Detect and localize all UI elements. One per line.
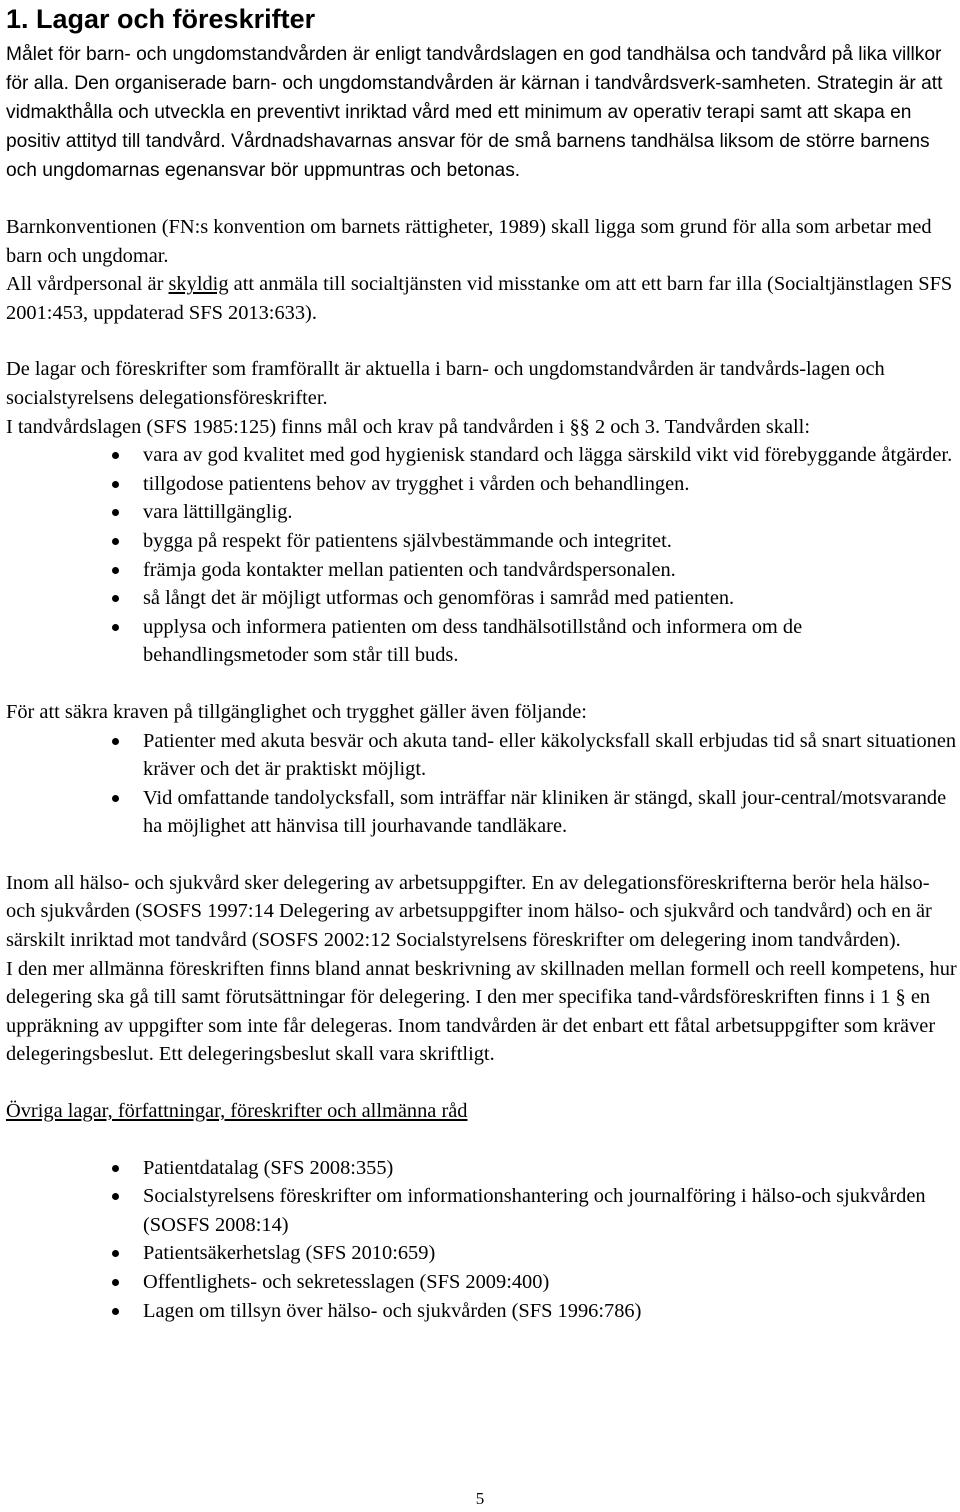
list-item <box>6 498 958 527</box>
list-item-text: Socialstyrelsens föreskrifter om informationshantering och journalföring i hälso-och sjukvården (SOSFS 2008:14) <box>143 1185 926 1236</box>
spacer <box>6 1126 958 1154</box>
list-item <box>6 613 958 670</box>
access-intro-paragraph: För att säkra kraven på tillgänglighet och trygghet gäller även följande: <box>6 700 587 723</box>
list-item-text: Vid omfattande tandolycksfall, som inträffar när kliniken är stängd, skall jour-central/motsvarande ha möjlighet att hänvisa till jourhavande tandläkare. <box>143 786 947 838</box>
bullet-icon <box>112 1193 119 1200</box>
reporting-duty-paragraph <box>6 270 958 327</box>
bullet-icon <box>112 595 119 602</box>
spacer <box>6 327 958 355</box>
page-number: 5 <box>475 1489 485 1508</box>
reporting-text-before: All vårdpersonal är <box>6 273 169 296</box>
reporting-text-after: att anmäla till socialtjänsten vid misstanke om att ett barn far illa (Socialtjänstlagen SFS 2001:453, uppdaterad SFS 2013:633). <box>6 273 953 324</box>
bullet-icon <box>112 481 119 488</box>
spacer <box>6 185 958 213</box>
bullet-icon <box>112 538 119 545</box>
list-item <box>6 556 958 585</box>
list-item-text: upplysa och informera patienten om dess tandhälsotillstånd och informera om de behandlingsmetoder som står till buds. <box>143 615 803 667</box>
delegation-paragraph-2: I den mer allmänna föreskriften finns bland annat beskrivning av skillnaden mellan formell och reell kompetens, hur delegering ska gå till samt förutsättningar för delegering. I den mer specifika tand-vårdsföreskriften finns i 1 § en uppräkning av uppgifter som inte får delegeras. Inom tandvården är det enbart ett fåtal arbetsuppgifter som kräver delegeringsbeslut. Ett delegeringsbeslut skall vara skriftligt. <box>6 957 957 1066</box>
barnkonventionen-paragraph: Barnkonventionen (FN:s konvention om barnets rättigheter, 1989) skall ligga som grund för alla som arbetar med barn och ungdomar. <box>6 216 932 267</box>
access-list <box>6 727 958 841</box>
document-page <box>6 0 958 1325</box>
list-item-text: Patientdatalag (SFS 2008:355) <box>143 1156 394 1179</box>
spacer <box>6 841 958 869</box>
skyldig-underlined: skyldig <box>168 273 229 296</box>
list-item <box>6 1182 958 1239</box>
list-item-text: bygga på respekt för patientens självbestämmande och integritet. <box>143 529 672 552</box>
section-heading: 1. Lagar och föreskrifter <box>6 4 316 34</box>
list-item-text: vara av god kvalitet med god hygienisk standard och lägga särskild vikt vid förebyggande åtgärder. <box>143 444 953 467</box>
bullet-icon <box>112 1250 119 1257</box>
laws-intro-paragraph: De lagar och föreskrifter som framförallt är aktuella i barn- och ungdomstandvården är tandvårds-lagen och socialstyrelsens delegationsföreskrifter. <box>6 358 885 409</box>
list-item-text: Patienter med akuta besvär och akuta tand- eller käkolycksfall skall erbjudas tid så snart situationen kräver och det är praktiskt möjligt. <box>143 729 957 781</box>
list-item-text: Patientsäkerhetslag (SFS 2010:659) <box>143 1242 436 1265</box>
bullet-icon <box>112 795 119 802</box>
tandvardslagen-paragraph: I tandvårdslagen (SFS 1985:125) finns mål och krav på tandvården i §§ 2 och 3. Tandvården skall: <box>6 415 811 438</box>
bullet-icon <box>112 624 119 631</box>
list-item <box>6 441 958 470</box>
bullet-icon <box>112 1308 119 1315</box>
list-item-text: vara lättillgänglig. <box>143 501 293 524</box>
list-item <box>6 1154 958 1183</box>
bullet-icon <box>112 567 119 574</box>
list-item-text: Offentlighets- och sekretesslagen (SFS 2009:400) <box>143 1271 550 1293</box>
bullet-icon <box>112 738 119 745</box>
delegation-paragraph-1: Inom all hälso- och sjukvård sker delegering av arbetsuppgifter. En av delegationsföreskrifterna berör hela hälso- och sjukvården (SOSFS 1997:14 Delegering av arbetsuppgifter inom hälso- och sjukvård och tandvård) och en är särskilt inriktad mot tandvård (SOSFS 2002:12 Socialstyrelsens föreskrifter om delegering inom tandvården). <box>6 871 932 952</box>
bullet-icon <box>112 452 119 459</box>
list-item-text: Lagen om tillsyn över hälso- och sjukvården (SFS 1996:786) <box>143 1299 642 1322</box>
list-item <box>6 470 958 499</box>
other-laws-list <box>6 1154 958 1326</box>
list-item <box>6 527 958 556</box>
bullet-icon <box>112 509 119 516</box>
intro-paragraph: Målet för barn- och ungdomstandvården är enligt tandvårdslagen en god tandhälsa och tandvård på lika villkor för alla. Den organiserade barn- och ungdomstandvården är kärnan i tandvårdsverk-samheten. Strategin är att vidmakthålla och utveckla en preventivt inriktad vård med ett minimum av operativ terapi samt att skapa en positiv attityd till tandvård. Vårdnadshavarnas ansvar för de små barnens tandhälsa liksom de större barnens och ungdomarnas egenansvar bör uppmuntras och betonas. <box>6 44 943 181</box>
spacer <box>6 670 958 698</box>
list-item <box>6 584 958 613</box>
requirements-list <box>6 441 958 670</box>
list-item <box>6 727 958 784</box>
spacer <box>6 1069 958 1097</box>
list-item-text: så långt det är möjligt utformas och genomföras i samråd med patienten. <box>143 587 735 610</box>
other-laws-heading: Övriga lagar, författningar, föreskrifter och allmänna råd <box>6 1100 468 1123</box>
list-item-text: främja goda kontakter mellan patienten och tandvårdspersonalen. <box>143 558 676 581</box>
bullet-icon <box>112 1165 119 1172</box>
list-item-text: tillgodose patientens behov av trygghet i vården och behandlingen. <box>143 472 690 495</box>
list-item <box>6 1239 958 1268</box>
list-item <box>6 1268 958 1297</box>
list-item <box>6 1297 958 1326</box>
list-item <box>6 784 958 841</box>
bullet-icon <box>112 1279 119 1286</box>
